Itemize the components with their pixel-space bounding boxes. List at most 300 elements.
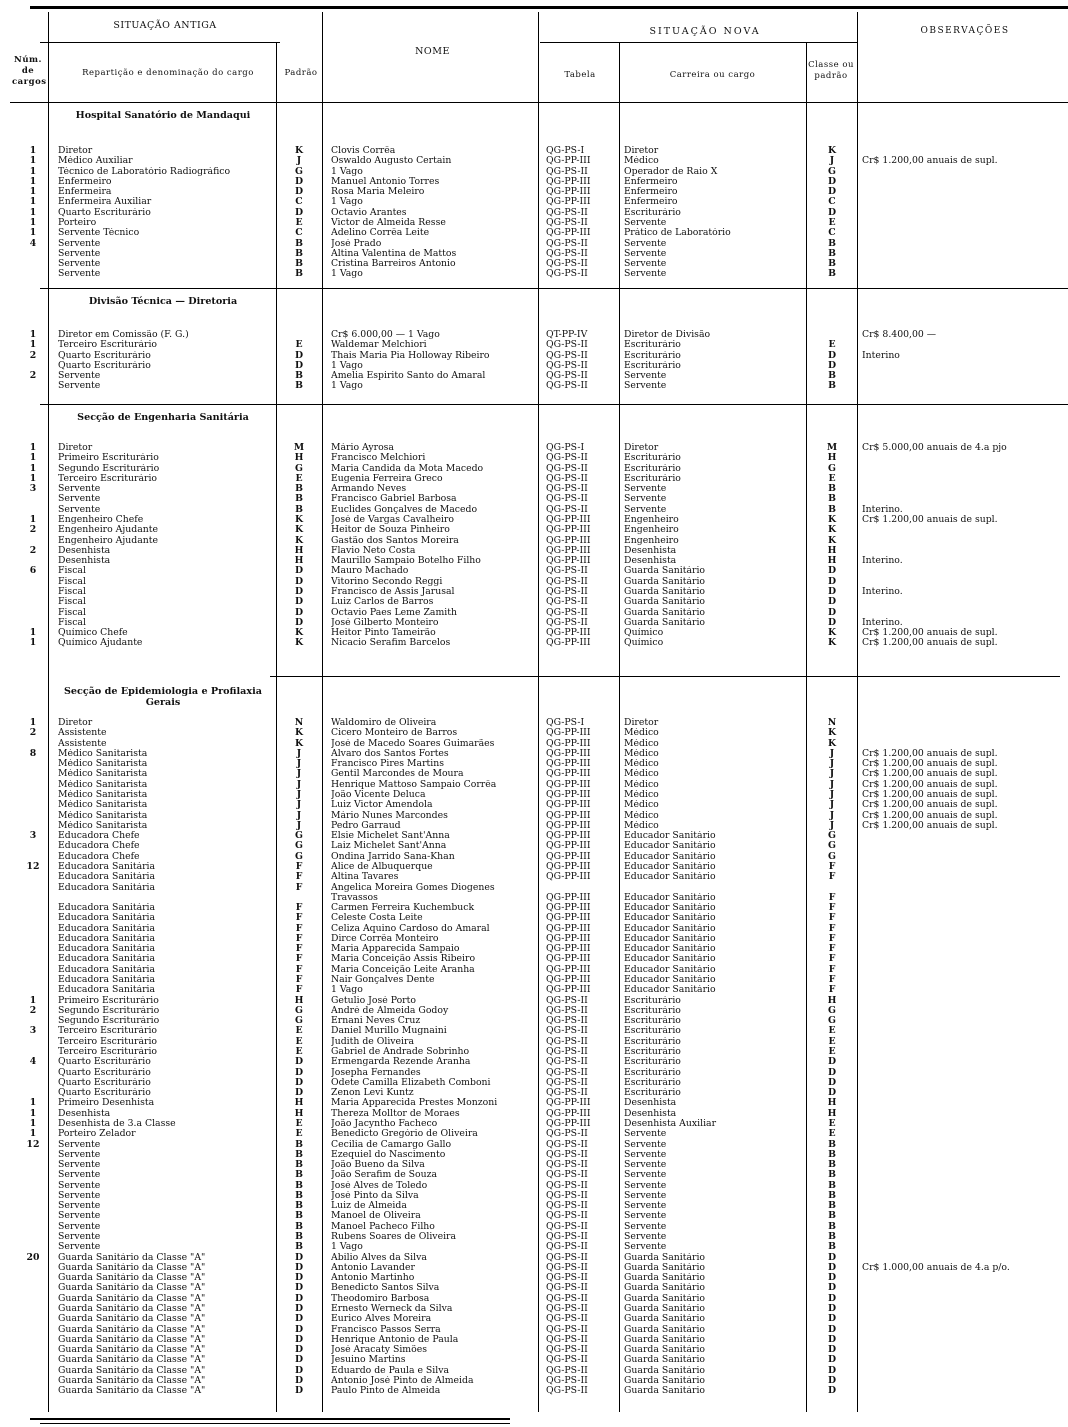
cell-car: Servente [624,1201,667,1212]
cell-cargo: Quarto Escriturário [58,1088,151,1099]
cell-car: Escriturário [624,995,681,1006]
cell-nome: Rosa Maria Meleiro [331,187,425,198]
cell-tab: QG-PP-III [546,176,591,187]
cell-cargo: Educadora Sanitária [58,985,156,996]
cell-pad: H [294,545,304,556]
cell-cargo: Primeiro Escriturário [58,453,159,464]
cell-pad: F [295,923,303,934]
cell-car: Médico [624,820,659,831]
cell-cls: H [827,995,837,1006]
cell-car: Educador Sanitário [624,913,716,924]
cell-nome: Mauro Machado [331,566,409,577]
cell-cls: D [827,1365,837,1376]
cell-cls: E [828,473,836,484]
cell-cargo: Educadora Sanitária [58,861,156,872]
cell-pad: F [295,861,303,872]
cell-obs: Cr$ 1.200,00 anuais de supl. [862,156,998,167]
cell-tab: QG-PP-III [546,933,591,944]
cell-car: Médico [624,728,659,739]
cell-pad: G [295,841,303,852]
cell-pad: B [295,1180,303,1191]
cell-num: 4 [29,238,37,249]
table-row [0,1335,1068,1345]
cell-pad: F [295,882,303,893]
table-row [0,811,1068,821]
cell-tab: QG-PP-III [546,156,591,167]
cell-cargo: Servente [58,381,101,392]
cell-nome: Francisco Melchiori [331,453,426,464]
cell-pad: B [295,1170,303,1181]
cell-cls: H [827,453,837,464]
cell-nome: Luiz de Almeida [331,1201,407,1212]
cell-tab: QG-PS-II [546,166,588,177]
cell-tab: QG-PS-II [546,1047,588,1057]
cell-obs: Cr$ 1.200,00 anuais de supl. [862,769,998,780]
cell-pad: D [294,1304,304,1314]
table-row [0,167,1068,177]
cell-pad: B [295,1190,303,1201]
cell-tab: QG-PS-II [546,218,588,228]
cell-num: 12 [26,861,40,872]
table-row [0,759,1068,769]
cell-nome: Luiz Victor Amendola [331,800,433,811]
cell-pad: F [295,975,303,985]
cell-nome: Alice de Albuquerque [331,861,433,872]
cell-car: Enfermeiro [624,187,678,198]
cell-nome: Dirce Corrêa Monteiro [331,933,439,944]
cell-cls: F [828,944,836,955]
cell-tab: QG-PP-III [546,197,591,208]
cell-tab: QG-PS-II [546,1355,588,1366]
table-row [0,893,1068,903]
cell-tab: QG-PS-II [546,1242,588,1253]
cell-car: Escriturário [624,453,681,464]
cell-tab: QG-PP-III [546,800,591,811]
cell-pad: D [294,597,304,608]
cell-num: 2 [29,350,37,361]
table-row [0,769,1068,779]
cell-cls: N [827,718,837,728]
cell-cls: B [828,1149,836,1160]
cell-car: Guarda Sanitário [624,1252,706,1263]
cell-pad: D [294,1386,304,1397]
cell-pad: J [296,769,302,780]
cell-cargo: Diretor [58,146,93,156]
cell-nome: Laiz Michelet Sant'Anna [331,841,447,852]
cell-tab: QG-PS-II [546,1170,588,1181]
cell-tab: QG-PS-II [546,1252,588,1263]
cell-obs: Interino. [862,504,903,515]
table-row [0,597,1068,607]
cell-cls: K [827,628,837,638]
table-row [0,883,1068,893]
cell-car: Educador Sanitário [624,903,716,913]
table-row [0,546,1068,556]
cell-pad: D [294,1283,304,1294]
cell-tab: QG-PS-II [546,484,588,495]
cell-tab: QG-PS-II [546,1221,588,1232]
cell-tab: QG-PS-II [546,1180,588,1191]
cell-cargo: Técnico de Laboratório Radiográfico [58,166,231,177]
cell-obs: Cr$ 1.200,00 anuais de supl. [862,779,998,790]
cell-cargo: Guarda Sanitário da Classe "A" [58,1304,206,1314]
cell-car: Guarda Sanitário [624,1262,706,1273]
cell-nome: Ernani Neves Cruz [331,1016,421,1027]
cell-nome: Paulo Pinto de Almeida [331,1386,441,1397]
cell-tab: QG-PP-III [546,841,591,852]
cell-cls: B [828,1139,836,1150]
cell-num: 1 [29,1098,37,1109]
header-reparticao: Repartição e denominação do cargo [82,68,254,78]
cell-pad: K [294,146,304,156]
cell-tab: QG-PP-III [546,738,591,749]
table-row [0,464,1068,474]
cell-tab: QG-PS-II [546,1149,588,1160]
cell-cls: E [828,1026,836,1037]
cell-cls: D [827,1252,837,1263]
cell-nome: João Bueno da Silva [331,1160,425,1170]
table-row [0,269,1068,279]
section-title: Secção de Epidemiologia e Profilaxia Gerais [64,686,262,708]
cell-obs: Cr$ 1.200,00 anuais de supl. [862,748,998,759]
cell-pad: K [294,525,304,536]
cell-pad: D [294,1324,304,1335]
cell-pad: G [295,1016,303,1027]
cell-pad: M [293,443,305,453]
cell-nome: Alvaro dos Santos Fortes [331,748,449,759]
table-row [0,197,1068,207]
cell-cargo: Químico Ajudante [58,638,143,649]
cell-tab: QG-PS-II [546,1334,588,1345]
cell-cls: D [827,350,837,361]
cell-tab: QG-PS-II [546,1077,588,1088]
header-carreira: Carreira ou cargo [669,70,756,80]
cell-cargo: Educadora Sanitária [58,954,156,965]
cell-pad: B [295,1139,303,1150]
cell-pad: B [295,484,303,495]
cell-tab: QG-PS-II [546,1232,588,1242]
cell-cls: K [827,738,837,749]
cell-tab: QG-PP-III [546,728,591,739]
cell-nome: Ezequiel do Nascimento [331,1149,446,1160]
cell-car: Desenhista [624,545,677,556]
cell-nome: Amelia Espirito Santo do Amaral [331,371,486,382]
cell-car: Diretor [624,146,659,156]
cell-cargo: Terceiro Escriturário [58,1036,158,1047]
cell-car: Servente [624,1160,667,1170]
cell-cargo: Médico Sanitarista [58,820,148,831]
cell-car: Médico [624,779,659,790]
cell-num: 1 [29,1129,37,1140]
cell-tab: QG-PP-III [546,985,591,996]
cell-tab: QG-PP-III [546,228,591,239]
table-row [0,146,1068,156]
cell-cargo: Fiscal [58,617,86,628]
table-row [0,831,1068,841]
cell-pad: G [295,166,303,177]
cell-pad: D [294,1293,304,1304]
table-row [0,1211,1068,1221]
cell-nome: José Aracaty Simões [331,1345,427,1356]
cell-cls: J [829,790,835,800]
table-row [0,587,1068,597]
cell-cls: F [828,872,836,883]
cell-tab: QG-PP-III [546,759,591,770]
cell-num: 1 [29,453,37,464]
cell-tab: QG-PS-II [546,586,588,597]
cell-tab: QG-PP-III [546,790,591,800]
cell-num: 8 [29,748,37,759]
cell-tab: QG-PS-II [546,1345,588,1356]
cell-tab: QG-PP-III [546,638,591,649]
cell-cls: E [828,1118,836,1129]
table-row [0,505,1068,515]
table-row [0,156,1068,166]
cell-tab: QG-PS-II [546,576,588,587]
cell-nome: Maurillo Sampaio Botelho Filho [331,556,481,567]
cell-pad: E [295,1118,303,1129]
cell-cls: B [828,1221,836,1232]
cell-car: Escriturário [624,1036,681,1047]
cell-car: Médico [624,759,659,770]
cell-pad: B [295,248,303,259]
cell-cargo: Terceiro Escriturário [58,340,158,351]
cell-cargo: Servente [58,1232,101,1242]
cell-pad: F [295,913,303,924]
cell-pad: D [294,1375,304,1386]
cell-cargo: Quarto Escriturário [58,207,151,218]
cell-cargo: Servente [58,504,101,515]
cell-cargo: Servente [58,269,101,280]
cell-cls: F [828,964,836,975]
cell-cargo: Servente [58,1211,101,1222]
cell-cargo: Guarda Sanitário da Classe "A" [58,1293,206,1304]
cell-tab: QG-PS-I [546,718,585,728]
cell-pad: B [295,504,303,515]
cell-cargo: Desenhista de 3.a Classe [58,1118,176,1129]
cell-tab: QG-PS-II [546,248,588,259]
cell-car: Escriturário [624,340,681,351]
cell-car: Servente [624,504,667,515]
cell-cls: B [828,1190,836,1201]
cell-cls: D [827,576,837,587]
cell-tab: QG-PP-III [546,913,591,924]
table-row [0,975,1068,985]
cell-cls: K [827,535,837,546]
table-row [0,821,1068,831]
cell-cargo: Educadora Sanitária [58,964,156,975]
cell-cargo: Fiscal [58,586,86,597]
table-row [0,841,1068,851]
cell-cls: J [829,810,835,821]
section-rule [40,288,1068,289]
cell-cargo: Terceiro Escriturário [58,1047,158,1057]
table-row [0,1366,1068,1376]
cell-cls: G [828,1016,836,1027]
cell-tab: QG-PS-II [546,1036,588,1047]
cell-cls: D [827,1386,837,1397]
cell-car: Escriturário [624,350,681,361]
cell-cargo: Desenhista [58,556,111,567]
cell-cls: D [827,1324,837,1335]
cell-nome: Maria Apparecida Prestes Monzoni [331,1098,498,1109]
cell-tab: QG-PS-II [546,238,588,249]
cell-tab: QG-PS-II [546,1190,588,1201]
cell-pad: B [295,269,303,280]
cell-cls: K [827,146,837,156]
cell-nome: Jesuino Martins [331,1355,406,1366]
cell-car: Guarda Sanitário [624,597,706,608]
cell-cls: D [827,1262,837,1273]
cell-car: Escriturário [624,1026,681,1037]
cell-cargo: Enfermeiro [58,176,112,187]
cell-tab: QG-PS-II [546,1283,588,1294]
cell-cargo: Diretor [58,718,93,728]
cell-nome: Daniel Murillo Mugnaini [331,1026,447,1037]
cell-car: Educador Sanitário [624,944,716,955]
cell-car: Guarda Sanitário [624,1314,706,1325]
cell-nome: Henrique Antonio de Paula [331,1334,459,1345]
table-row [0,965,1068,975]
cell-cargo: Segundo Escriturário [58,1016,160,1027]
cell-num: 1 [29,197,37,208]
cell-cargo: Servente [58,1139,101,1150]
cell-cls: F [828,913,836,924]
table-row [0,1026,1068,1036]
cell-tab: QG-PS-II [546,1016,588,1027]
cell-tab: QG-PS-II [546,473,588,484]
cell-cargo: Assistente [58,728,107,739]
cell-cls: B [828,248,836,259]
table-row [0,1047,1068,1057]
cell-cls: B [828,371,836,382]
cell-cls: D [827,1304,837,1314]
table-row [0,790,1068,800]
cell-num: 1 [29,638,37,649]
cell-nome: Waldomiro de Oliveira [331,718,437,728]
cell-cls: H [827,556,837,567]
cell-obs: Interino. [862,617,903,628]
cell-pad: D [294,1355,304,1366]
cell-nome: 1 Vago [331,1242,363,1253]
table-row [0,728,1068,738]
cell-nome: Nicacio Serafim Barcelos [331,638,451,649]
cell-nome: Flavio Neto Costa [331,545,416,556]
cell-tab: QG-PS-II [546,995,588,1006]
cell-cls: D [827,1283,837,1294]
cell-cargo: Servente [58,248,101,259]
table-row [0,1304,1068,1314]
cell-cargo: Desenhista [58,545,111,556]
cell-nome: Heitor de Souza Pinheiro [331,525,450,536]
cell-cargo: Médico Sanitarista [58,810,148,821]
cell-tab: QG-PP-III [546,1098,591,1109]
cell-tab: QG-PS-II [546,1088,588,1099]
cell-car: Guarda Sanitário [624,1273,706,1284]
cell-car: Escriturário [624,1077,681,1088]
cell-pad: F [295,964,303,975]
cell-cls: K [827,638,837,649]
cell-nome: Victor de Almeida Resse [331,218,446,228]
cell-num: 1 [29,340,37,351]
table-row [0,1376,1068,1386]
header-situacao-antiga: SITUAÇÃO ANTIGA [113,20,217,31]
cell-num: 2 [29,1005,37,1016]
cell-nome: Francisco Pires Martins [331,759,445,770]
table-row [0,494,1068,504]
table-row [0,1181,1068,1191]
cell-obs: Cr$ 1.000,00 anuais de 4.a p/o. [862,1262,1010,1273]
cell-nome: Octavio Paes Leme Zamith [331,607,457,618]
cell-car: Guarda Sanitário [624,1283,706,1294]
cell-pad: B [295,371,303,382]
cell-tab: QG-PS-II [546,566,588,577]
cell-cls: D [827,617,837,628]
cell-cargo: Fiscal [58,607,86,618]
cell-tab: QG-PP-III [546,903,591,913]
cell-pad: J [296,820,302,831]
cell-car: Escriturário [624,207,681,218]
cell-num: 1 [29,207,37,218]
cell-pad: K [294,515,304,525]
table-row [0,1088,1068,1098]
table-row [0,1016,1068,1026]
cell-nome: Francisco Passos Serra [331,1324,441,1335]
table-row [0,453,1068,463]
cell-cls: B [828,259,836,270]
cell-cargo: Guarda Sanitário da Classe "A" [58,1365,206,1376]
cell-num: 1 [29,156,37,167]
cell-car: Servente [624,1232,667,1242]
cell-tab: QG-PS-II [546,1211,588,1222]
cell-pad: C [295,228,303,239]
cell-tab: QG-PS-II [546,1067,588,1078]
cell-cls: F [828,903,836,913]
cell-cargo: Guarda Sanitário da Classe "A" [58,1314,206,1325]
cell-pad: B [295,494,303,505]
cell-pad: G [295,1005,303,1016]
cell-tab: QG-PP-III [546,861,591,872]
header-divider [40,42,280,43]
cell-cargo: Desenhista [58,1108,111,1119]
cell-tab: QG-PP-III [546,748,591,759]
cell-nome: Antonio José Pinto de Almeida [331,1375,474,1386]
cell-pad: D [294,1088,304,1099]
cell-nome: Josepha Fernandes [331,1067,421,1078]
cell-nome: Waldemar Melchiori [331,340,427,351]
cell-car: Escriturário [624,473,681,484]
cell-car: Desenhista [624,556,677,567]
cell-obs: Cr$ 1.200,00 anuais de supl. [862,638,998,649]
cell-cls: K [827,728,837,739]
cell-nome: Euclides Gonçalves de Macedo [331,504,478,515]
top-rule [30,6,1068,9]
cell-cls: E [828,1036,836,1047]
table-row [0,924,1068,934]
cell-tab: QG-PS-II [546,1139,588,1150]
header-observacoes: OBSERVAÇÕES [920,26,1010,36]
cell-cargo: Guarda Sanitário da Classe "A" [58,1324,206,1335]
cell-nome: José Gilberto Monteiro [331,617,439,628]
table-row [0,1109,1068,1119]
table-row [0,944,1068,954]
cell-nome: André de Almeida Godoy [331,1005,449,1016]
table-row [0,1191,1068,1201]
cell-cls: B [828,381,836,392]
cell-cls: B [828,484,836,495]
cell-pad: F [295,903,303,913]
cell-car: Educador Sanitário [624,892,716,903]
